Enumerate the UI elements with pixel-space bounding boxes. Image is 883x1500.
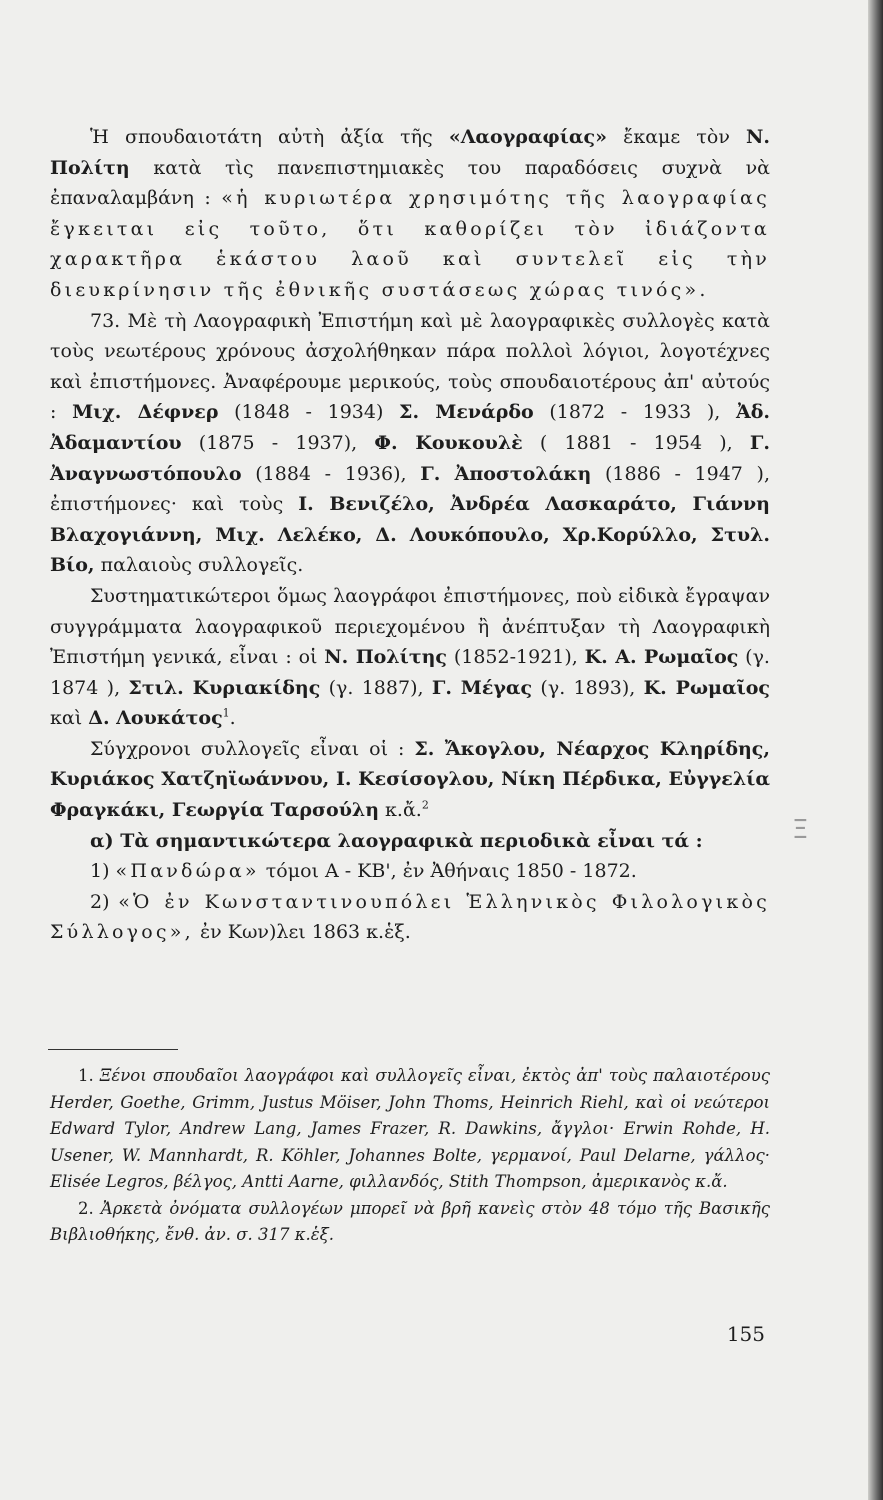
paragraph-1: Ἡ σπουδαιοτάτη αὐτὴ ἀξία τῆς «Λαογραφίας» ἔκαμε τὸν Ν. Πολίτη κατὰ τὶς πανεπιστημιακὲς του παραδόσεις συχνὰ νὰ ἐπαναλαμβάνη : «ἡ κυριωτέρα χρησιμότης τῆς λαογραφίας ἔγκειται εἰς τοῦτο, ὅτι καθορίζει τὸν ἰδιάζοντα χαρακτῆρα ἑκάστου λαοῦ καὶ συντελεῖ εἰς τὴν διευκρίνησιν τῆς ἐθνικῆς συστάσεως χώρας τινός». <box>50 126 770 301</box>
name-politi: Ν. Πολίτη <box>50 126 770 179</box>
list-item: 2) «Ὁ ἐν Κωνσταντινουπόλει Ἑλληνικὸς Φιλολογικὸς Σύλλογος», ἐν Κων)λει 1863 κ.ἑξ. <box>50 890 770 944</box>
footnote-1: 1. Ξένοι σπουδαῖοι λαογράφοι καὶ συλλογεῖς εἶναι, ἐκτὸς ἀπ' τοὺς παλαιοτέρους Herder, Goethe, Grimm, Justus Möiser, John Thoms, Heinrich Riehl, καὶ οἱ νεώτεροι Edward Tylor, Andrew Lang, James Frazer, R. Dawkins, ἄγγλοι· Erwin Rohde, H. Usener, W. Mannhardt, R. Köhler, Johannes Bolte, γερμανοί, Paul Delarne, γάλλος· Elisée Legros, βέλγος, Antti Aarne, φιλλανδός, Stith Thompson, ἀμερικανὸς κ.ἄ. <box>50 1066 770 1191</box>
margin-mark: Ξ <box>792 815 809 845</box>
paragraph-2: 73. Μὲ τὴ Λαογραφικὴ Ἐπιστήμη καὶ μὲ λαογραφικὲς συλλογὲς κατὰ τοὺς νεωτέρους χρόνους ἀσχολήθηκαν πάρα πολλοὶ λόγιοι, λογοτέχνες καὶ ἐπιστήμονες. Ἀναφέρουμε μερικούς, τοὺς σπουδαιοτέρους ἀπ' αὐτούς : Μιχ. Δέφνερ (1848 - 1934) Σ. Μενάρδο (1872 - 1933 ), Ἀδ. Ἀδαμαντίου (1875 - 1937), Φ. Κουκουλὲ ( 1881 - 1954 ), Γ. Ἀναγνωστόπουλο (1884 - 1936), Γ. Ἀποστολάκη (1886 - 1947 ), ἐπιστήμονες· καὶ τοὺς Ι. Βενιζέλο, Ἀνδρέα Λασκαράτο, Γιάννη Βλαχογιάννη, Μιχ. Λελέκο, Δ. Λουκόπουλο, Χρ.Κορύλλο, Στυλ. Βίο, παλαιοὺς συλλογεῖς. <box>50 309 770 577</box>
page-number: 155 <box>726 1322 765 1346</box>
footnote-ref-1[interactable]: 1 <box>222 706 230 720</box>
paragraph-4: Σύγχρονοι συλλογεῖς εἶναι οἱ : Σ. Ἄκογλου, Νέαρχος Κληρίδης, Κυριάκος Χατζηϊωάννου, Ι. Κεσίσογλου, Νίκη Πέρδικα, Εὐγγελία Φραγκάκι, Γεωργία Ταρσούλη κ.ἄ.$^2$ <box>50 737 770 822</box>
footnotes <box>50 1063 770 1249</box>
footnote-ref-2[interactable]: 2 <box>421 798 429 812</box>
paragraph-3: Συστηματικώτεροι ὅμως λαογράφοι ἐπιστήμονες, ποὺ εἰδικὰ ἔγραψαν συγγράμματα λαογραφικοῦ περιεχομένου ἢ ἀνέπτυξαν τὴ Λαογραφικὴ Ἐπιστήμη γενικά, εἶναι : οἱ Ν. Πολίτης (1852-1921), Κ. Α. Ρωμαῖος (γ. 1874 ), Στιλ. Κυριακίδης (γ. 1887), Γ. Μέγας (γ. 1893), Κ. Ρωμαῖος καὶ Δ. Λουκάτος$^1$. <box>50 584 771 730</box>
quotation: «ἡ κυριωτέρα χρησιμότης τῆς λαογραφίας ἔγκειται εἰς τοῦτο, ὅτι καθορίζει τὸν ἰδιάζοντα χαρακτῆρα ἑκάστου λαοῦ καὶ συντελεῖ εἰς τὴν διευκρίνησιν τῆς ἐθνικῆς συστάσεως χώρας τινός». <box>50 187 770 301</box>
list-item: 1) «Πανδώρα» τόμοι Α - ΚΒ', ἐν Ἀθήναις 1850 - 1872. <box>90 860 637 883</box>
page-edge-shadow <box>868 0 883 1500</box>
main-text <box>50 122 770 948</box>
term-laografia: «Λαογραφίας» <box>448 126 607 148</box>
section-title: α) Τὰ σημαντικώτερα λαογραφικὰ περιοδικὰ εἶναι τά : <box>90 829 703 852</box>
footnote-divider <box>48 1049 178 1050</box>
footnote-2: 2. Ἀρκετὰ ὀνόματα συλλογέων μπορεῖ νὰ βρῆ κανεὶς στὸν 48 τόμο τῆς Βασικῆς Βιβλιοθήκης, ἔνθ. ἀν. σ. 317 κ.ἑξ. <box>50 1198 770 1244</box>
